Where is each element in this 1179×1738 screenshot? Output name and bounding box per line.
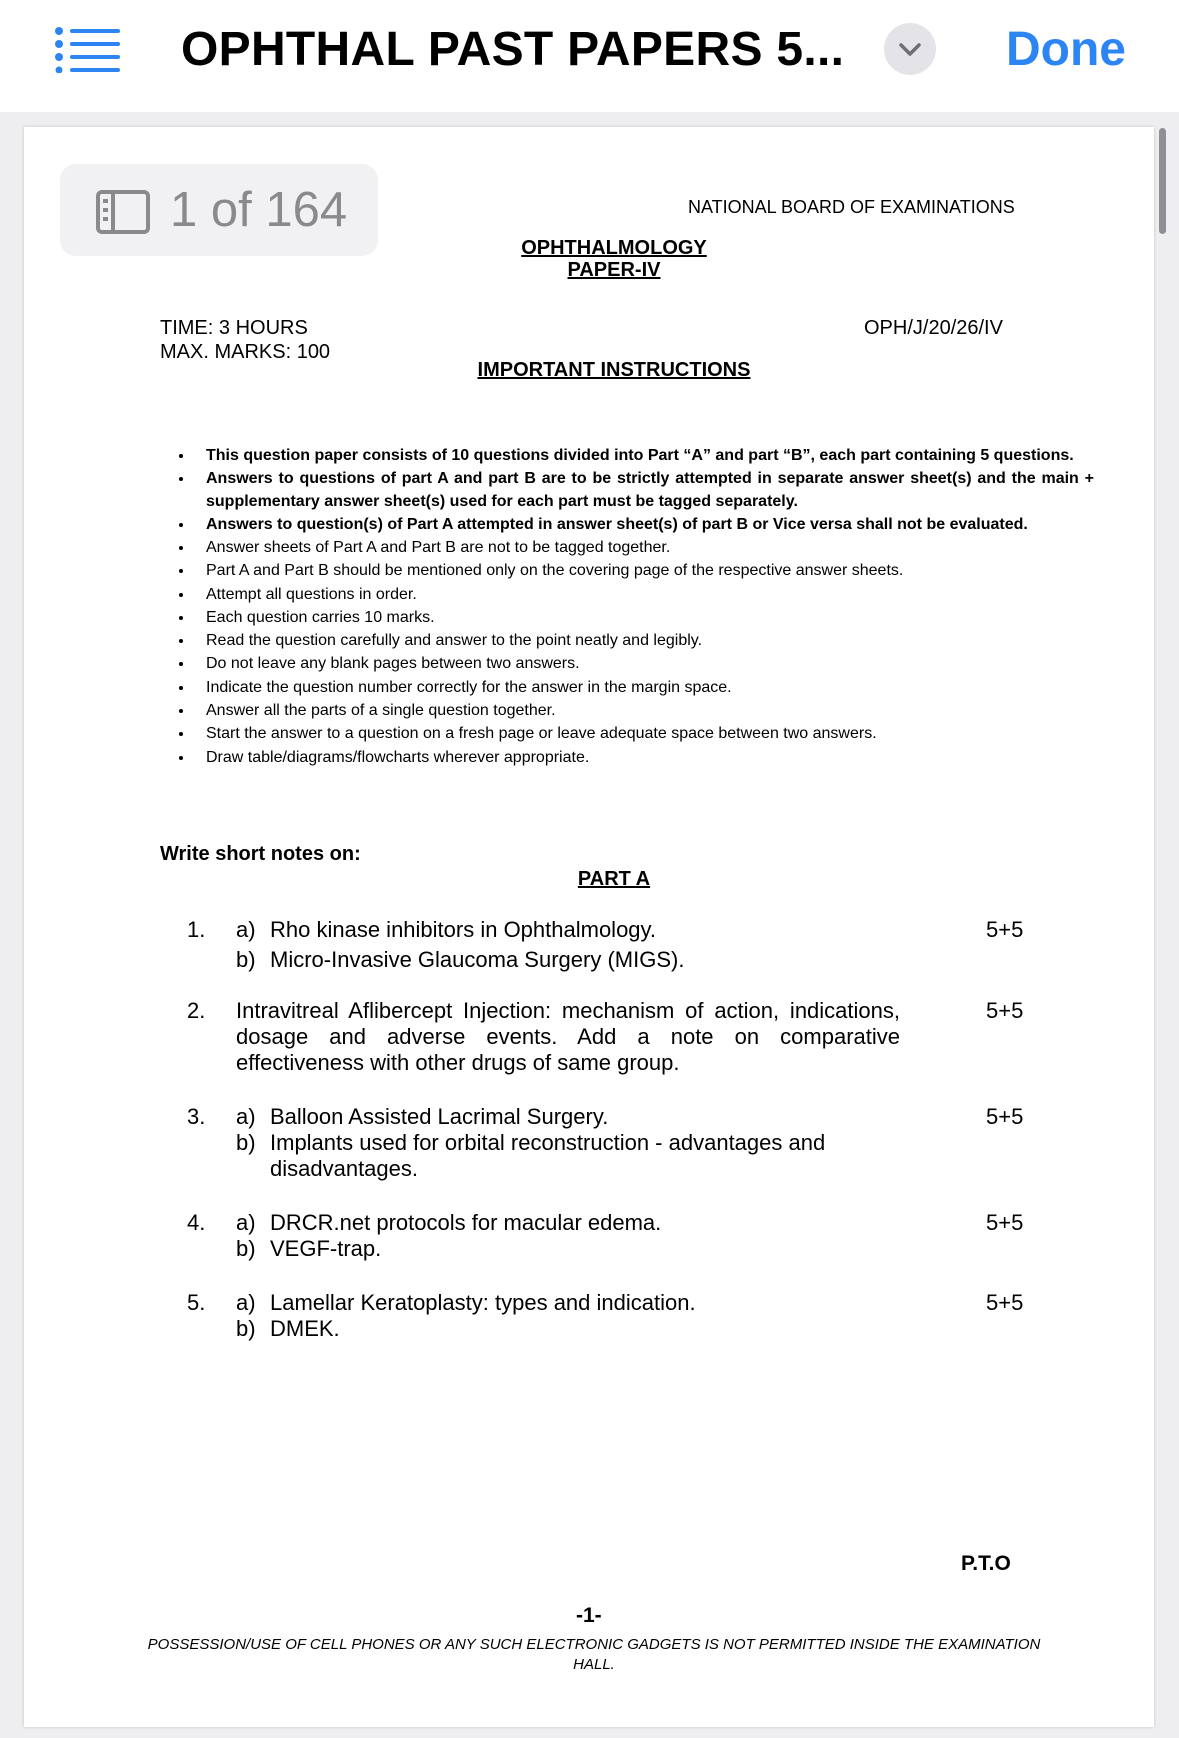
question-part-a: DRCR.net protocols for macular edema. bbox=[270, 1210, 662, 1235]
paper-title: PAPER-IV bbox=[567, 259, 661, 281]
list-icon[interactable] bbox=[55, 27, 121, 73]
question-part-b: Micro-Invasive Glaucoma Surgery (MIGS). bbox=[270, 947, 685, 972]
question-marks: 5+5 bbox=[986, 1290, 1024, 1315]
paper-code: OPH/J/20/26/IV bbox=[864, 317, 1003, 339]
question-2: Intravitreal Aflibercept Injection: mechanism of action, indications, dosage and adverse events. Add a note on comparative effectiveness with other drugs of same group. bbox=[236, 998, 900, 1075]
instruction-item: • Read the question carefully and answer to the point neatly and legibly. bbox=[194, 629, 1094, 652]
question-marks: 5+5 bbox=[986, 1210, 1024, 1235]
done-button[interactable]: Done bbox=[1006, 23, 1126, 76]
max-marks: MAX. MARKS: 100 bbox=[160, 341, 331, 363]
sub-label: a) bbox=[236, 1104, 256, 1129]
question-part-a: Balloon Assisted Lacrimal Surgery. bbox=[270, 1104, 609, 1129]
top-navigation-bar bbox=[0, 0, 1179, 112]
instruction-item: • Start the answer to a question on a fresh page or leave adequate space between two answers. bbox=[194, 722, 1094, 745]
question-number: 5. bbox=[187, 1290, 206, 1315]
question-5 bbox=[236, 1290, 926, 1342]
part-a-heading: PART A bbox=[577, 868, 651, 890]
instruction-item: • Answer sheets of Part A and Part B are not to be tagged together. bbox=[194, 536, 1094, 559]
question-3 bbox=[236, 1104, 926, 1182]
instruction-item: • Do not leave any blank pages between two answers. bbox=[194, 652, 1094, 675]
instructions-heading: IMPORTANT INSTRUCTIONS bbox=[477, 359, 751, 381]
instruction-item: • Part A and Part B should be mentioned only on the covering page of the respective answer sheets. bbox=[194, 559, 1094, 582]
please-turn-over: P.T.O bbox=[961, 1552, 1011, 1575]
question-number: 3. bbox=[187, 1104, 206, 1129]
sub-label: b) bbox=[236, 1130, 256, 1155]
sub-label: b) bbox=[236, 947, 256, 972]
sub-label: b) bbox=[236, 1236, 256, 1261]
question-part-a: Rho kinase inhibitors in Ophthalmology. bbox=[270, 917, 657, 942]
question-1 bbox=[236, 917, 926, 973]
question-number: 2. bbox=[187, 998, 206, 1023]
question-part-b: DMEK. bbox=[270, 1316, 340, 1341]
question-4 bbox=[236, 1210, 926, 1262]
question-marks: 5+5 bbox=[986, 1104, 1024, 1129]
title-menu-button[interactable] bbox=[884, 23, 936, 75]
sidebar-pages-icon bbox=[96, 190, 150, 234]
vertical-scrollbar[interactable] bbox=[1159, 128, 1166, 234]
sub-label: a) bbox=[236, 1210, 256, 1235]
document-title: OPHTHAL PAST PAPERS 5... bbox=[181, 23, 845, 76]
question-part-b: Implants used for orbital reconstruction - advantages and disadvantages. bbox=[270, 1130, 826, 1181]
instructions-list bbox=[158, 444, 1094, 769]
instruction-item: • Indicate the question number correctly for the answer in the margin space. bbox=[194, 676, 1094, 699]
question-part-a: Lamellar Keratoplasty: types and indication. bbox=[270, 1290, 696, 1315]
pdf-page bbox=[24, 127, 1154, 1727]
sub-label: b) bbox=[236, 1316, 256, 1341]
instruction-item: • Answers to question(s) of Part A attempted in answer sheet(s) of part B or Vice versa shall not be evaluated. bbox=[194, 513, 1094, 536]
question-marks: 5+5 bbox=[986, 998, 1024, 1023]
exam-time: TIME: 3 HOURS bbox=[160, 317, 308, 339]
instruction-item: • Draw table/diagrams/flowcharts wherever appropriate. bbox=[194, 746, 1094, 769]
write-short-notes-label: Write short notes on: bbox=[160, 843, 361, 865]
question-number: 1. bbox=[187, 917, 206, 942]
exam-board: NATIONAL BOARD OF EXAMINATIONS bbox=[688, 197, 1015, 217]
sub-label: a) bbox=[236, 1290, 256, 1315]
chevron-down-icon bbox=[898, 39, 922, 59]
instruction-item: • Answers to questions of part A and part B are to be strictly attempted in separate answer sheet(s) and the main + supplementary answer sheet(s) used for each part must be tagged separately. bbox=[194, 467, 1094, 513]
instruction-item: • Each question carries 10 marks. bbox=[194, 606, 1094, 629]
question-marks: 5+5 bbox=[986, 917, 1024, 942]
instruction-item: • Attempt all questions in order. bbox=[194, 583, 1094, 606]
footer-notice: POSSESSION/USE OF CELL PHONES OR ANY SUCH ELECTRONIC GADGETS IS NOT PERMITTED INSIDE THE EXAMINATION HALL. bbox=[147, 1636, 1041, 1673]
question-number: 4. bbox=[187, 1210, 206, 1235]
question-part-b: VEGF-trap. bbox=[270, 1236, 382, 1261]
sub-label: a) bbox=[236, 917, 256, 942]
instruction-item: • This question paper consists of 10 questions divided into Part “A” and part “B”, each part containing 5 questions. bbox=[194, 444, 1094, 467]
page-number: -1- bbox=[576, 1604, 602, 1627]
page-indicator-text: 1 of 164 bbox=[170, 183, 348, 237]
subject-title: OPHTHALMOLOGY bbox=[521, 237, 707, 259]
instruction-item: • Answer all the parts of a single question together. bbox=[194, 699, 1094, 722]
